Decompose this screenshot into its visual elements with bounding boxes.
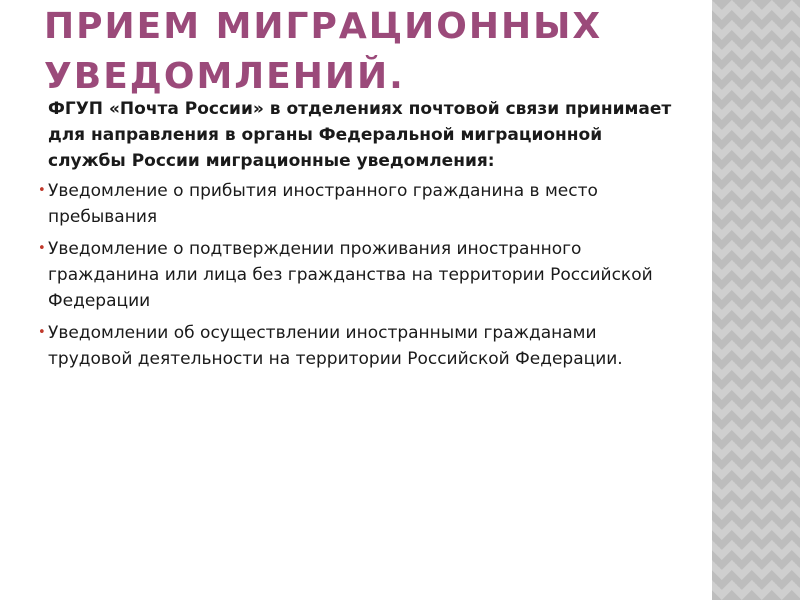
bullet-icon: • (38, 183, 46, 198)
slide-body (38, 96, 678, 378)
list-item-text: Уведомлении об осуществлении иностранными гражданами трудовой деятельности на территории Российской Федерации. (48, 323, 623, 369)
list-item-text: Уведомление о подтверждении проживания иностранного гражданина или лица без гражданства на территории Российской Федерации (48, 239, 653, 311)
bullet-icon: • (38, 241, 46, 256)
bullet-list (38, 178, 678, 372)
bullet-icon: • (38, 325, 46, 340)
slide-title: ПРИЕМ МИГРАЦИОННЫХ УВЕДОМЛЕНИЙ. (44, 6, 603, 97)
intro-paragraph: ФГУП «Почта России» в отделениях почтовой связи принимает для направления в органы Федеральной миграционной службы России миграционные уведомления: (48, 99, 672, 171)
list-item (38, 320, 678, 372)
list-item-text: Уведомление о прибытия иностранного гражданина в место пребывания (48, 181, 598, 227)
decorative-side-band (712, 0, 800, 600)
list-item (38, 178, 678, 230)
list-item (38, 236, 678, 314)
